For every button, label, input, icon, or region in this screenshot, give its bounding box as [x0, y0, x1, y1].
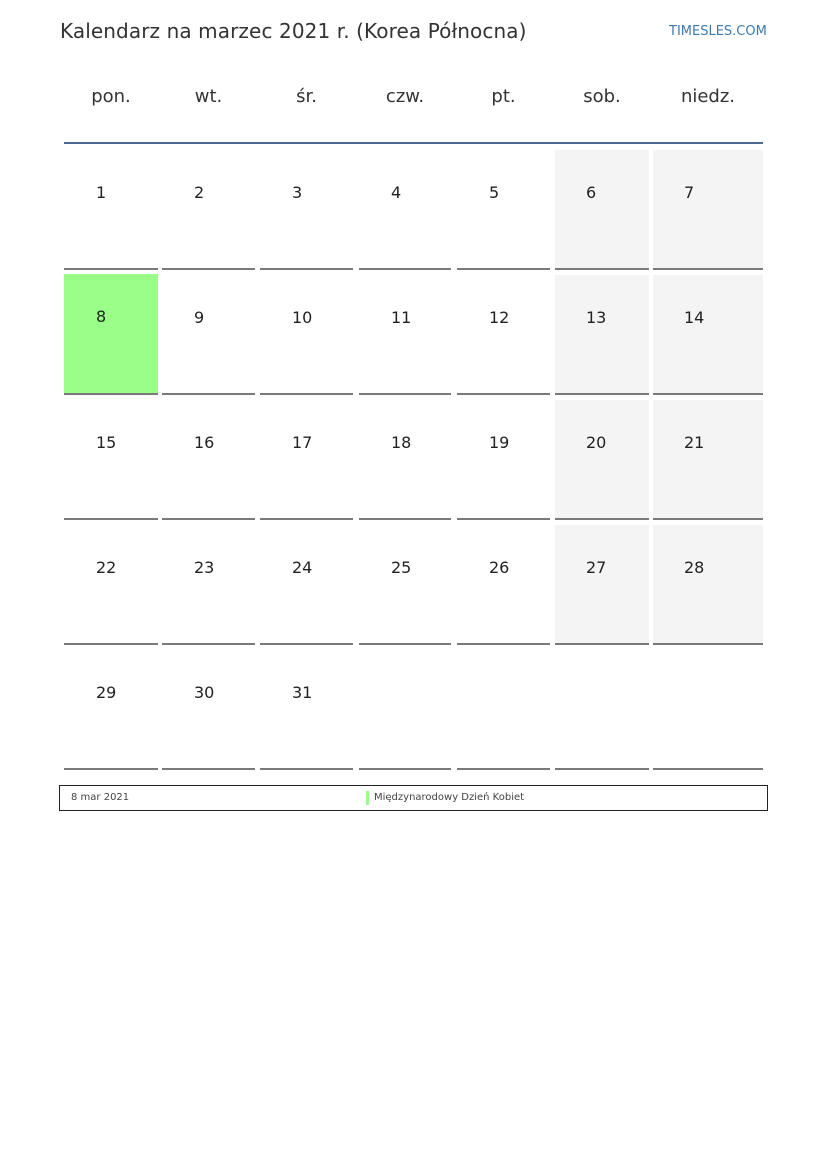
day-number: 31	[292, 683, 313, 702]
legend-holiday-marker	[366, 791, 369, 805]
weekday-header: pt.	[491, 86, 516, 107]
day-cell[interactable]	[64, 650, 158, 770]
day-cell[interactable]	[260, 650, 353, 770]
day-cell[interactable]	[555, 275, 649, 395]
page-title: Kalendarz na marzec 2021 r. (Korea Północna)	[60, 19, 527, 43]
day-number: 1	[96, 183, 107, 202]
day-cell[interactable]	[162, 400, 255, 520]
brand-link[interactable]: TIMESLES.COM	[669, 24, 767, 39]
day-number: 28	[684, 558, 705, 577]
weekday-header: sob.	[583, 86, 621, 107]
day-cell[interactable]	[457, 150, 550, 270]
day-number: 8	[96, 307, 107, 326]
day-cell[interactable]	[162, 650, 255, 770]
day-number: 29	[96, 683, 117, 702]
day-number: 12	[489, 308, 510, 327]
day-number: 16	[194, 433, 215, 452]
day-cell[interactable]	[653, 275, 763, 395]
weekday-header: wt.	[194, 86, 223, 107]
day-cell[interactable]	[260, 275, 353, 395]
header-divider	[64, 142, 763, 144]
day-cell[interactable]	[653, 400, 763, 520]
day-cell[interactable]	[359, 150, 451, 270]
weekday-header: niedz.	[680, 86, 736, 107]
empty-day-cell	[359, 650, 451, 770]
day-cell[interactable]	[64, 274, 158, 395]
day-cell[interactable]	[260, 525, 353, 645]
day-cell[interactable]	[359, 525, 451, 645]
legend-holiday-name: Międzynarodowy Dzień Kobiet	[374, 792, 525, 803]
day-number: 13	[586, 308, 607, 327]
day-number: 19	[489, 433, 510, 452]
empty-day-cell	[653, 650, 763, 770]
day-number: 3	[292, 183, 303, 202]
day-number: 7	[684, 183, 695, 202]
day-cell[interactable]	[555, 400, 649, 520]
weekday-header-row	[64, 86, 763, 122]
day-cell[interactable]	[64, 400, 158, 520]
day-number: 21	[684, 433, 705, 452]
day-cell[interactable]	[162, 275, 255, 395]
day-cell[interactable]	[457, 275, 550, 395]
day-number: 10	[292, 308, 313, 327]
day-number: 15	[96, 433, 117, 452]
day-number: 30	[194, 683, 215, 702]
legend-date: 8 mar 2021	[71, 792, 130, 803]
day-cell[interactable]	[555, 150, 649, 270]
day-number: 2	[194, 183, 205, 202]
day-number: 6	[586, 183, 597, 202]
day-cell[interactable]	[64, 150, 158, 270]
empty-day-cell	[457, 650, 550, 770]
day-number: 27	[586, 558, 607, 577]
empty-day-cell	[555, 650, 649, 770]
day-number: 18	[391, 433, 412, 452]
day-cell[interactable]	[359, 400, 451, 520]
day-cell[interactable]	[457, 525, 550, 645]
day-number: 20	[586, 433, 607, 452]
weekday-header: śr.	[296, 86, 317, 107]
day-cell[interactable]	[64, 525, 158, 645]
day-cell[interactable]	[162, 525, 255, 645]
day-number: 4	[391, 183, 402, 202]
day-number: 11	[391, 308, 412, 327]
day-number: 26	[489, 558, 510, 577]
holiday-legend	[59, 785, 768, 811]
day-number: 22	[96, 558, 117, 577]
day-number: 5	[489, 183, 500, 202]
weekday-header: czw.	[385, 86, 425, 107]
day-cell[interactable]	[555, 525, 649, 645]
day-number: 9	[194, 308, 205, 327]
day-number: 23	[194, 558, 215, 577]
day-number: 14	[684, 308, 705, 327]
day-cell[interactable]	[359, 275, 451, 395]
day-number: 25	[391, 558, 412, 577]
day-cell[interactable]	[457, 400, 550, 520]
day-number: 17	[292, 433, 313, 452]
day-cell[interactable]	[260, 400, 353, 520]
weekday-header: pon.	[91, 86, 131, 107]
day-cell[interactable]	[260, 150, 353, 270]
day-cell[interactable]	[162, 150, 255, 270]
day-number: 24	[292, 558, 313, 577]
day-cell[interactable]	[653, 525, 763, 645]
day-cell[interactable]	[653, 150, 763, 270]
